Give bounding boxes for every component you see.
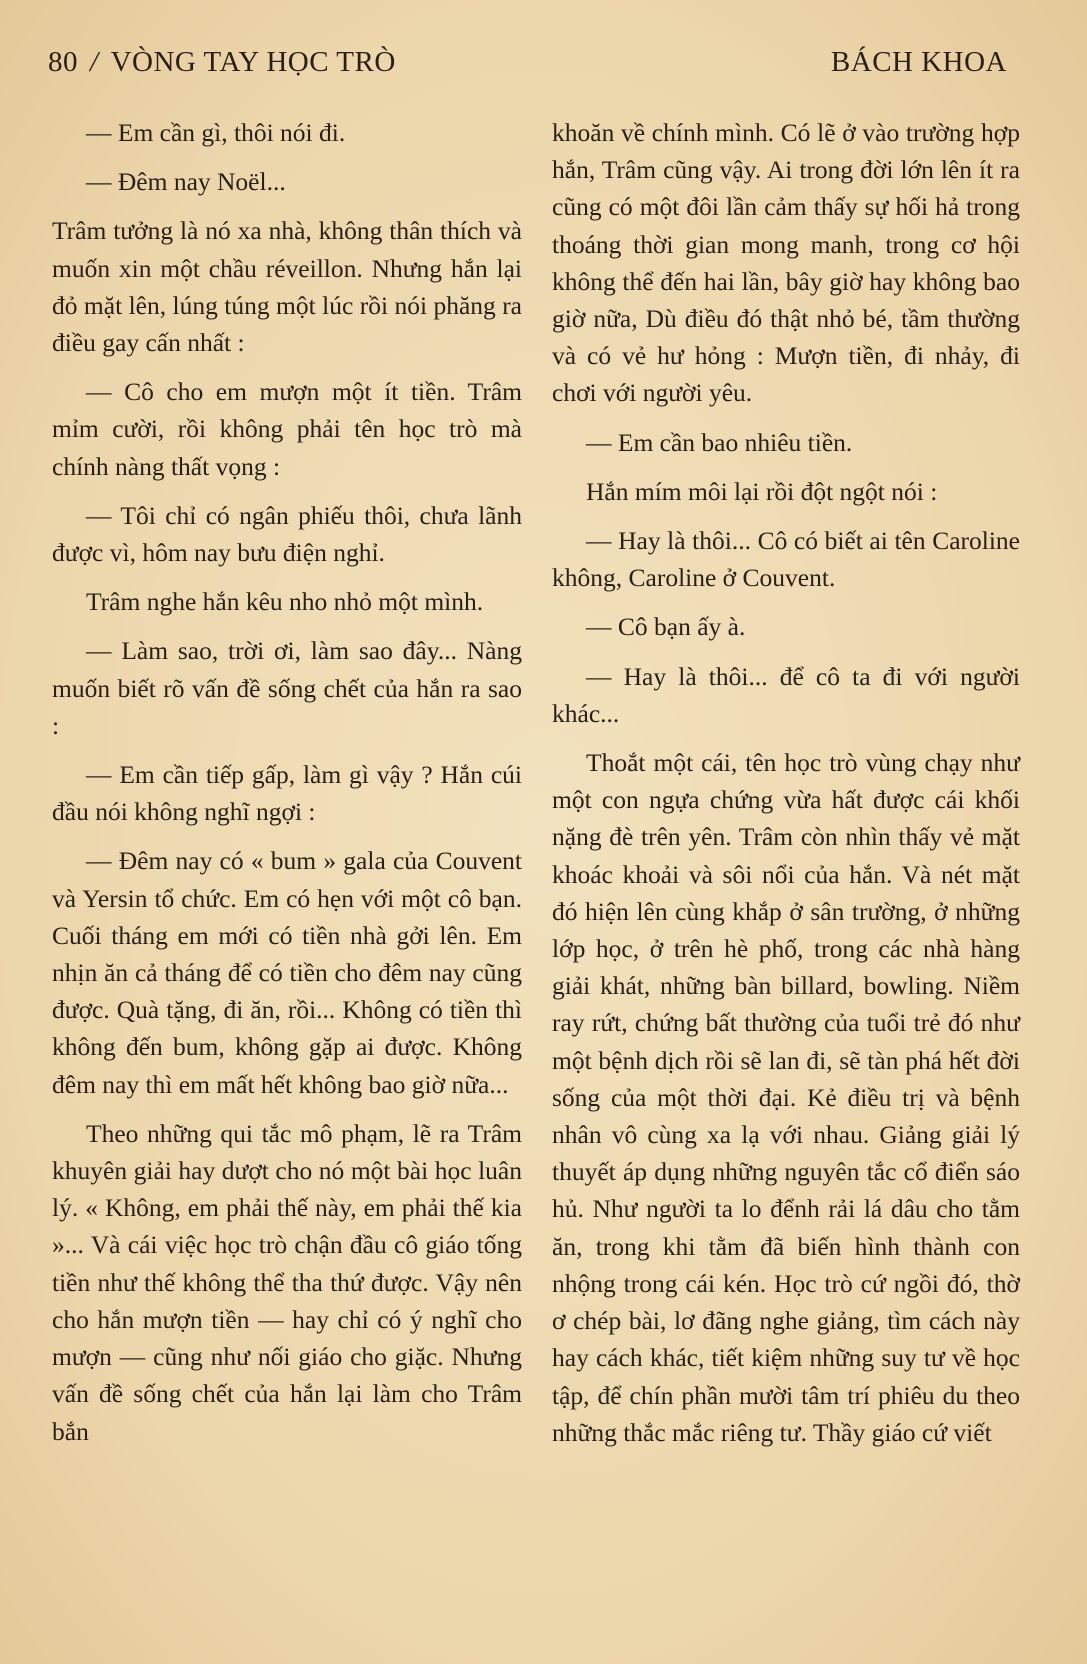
paragraph: — Em cần tiếp gấp, làm gì vậy ? Hắn cúi đầu nói không nghĩ ngợi : [52, 760, 522, 827]
page-header [48, 46, 1007, 88]
paragraph: — Tôi chỉ có ngân phiếu thôi, chưa lãnh được vì, hôm nay bưu điện nghỉ. [52, 500, 522, 568]
magazine-name: BÁCH KHOA [830, 46, 1007, 78]
paragraph: Trâm tưởng là nó xa nhà, không thân thích và muốn xin một chầu réveillon. Nhưng hắn lại đỏ mặt lên, lúng túng một lúc rồi nói phăng ra điều gay cấn nhất : [52, 216, 522, 358]
paragraph: — Em cần gì, thôi nói đi. [86, 118, 346, 147]
paragraph: — Đêm nay Noël... [86, 167, 286, 197]
paragraph: — Cô cho em mượn một ít tiền. Trâm mỉm cười, rồi không phải tên học trò mà chính nàng thất vọng : [52, 377, 522, 481]
paragraph: — Cô bạn ấy à. [586, 612, 746, 642]
paragraph: khoăn về chính mình. Có lẽ ở vào trường hợp hắn, Trâm cũng vậy. Ai trong đời lớn lên ít ra cũng có một đôi lần cảm thấy sự hối hả trong thoáng thời gian mong manh, trong cơ hội không thể đến hai lần, bây giờ hay không bao giờ nữa, Dù điều đó thật nhỏ bé, tầm thường và có vẻ hư hỏng : Mượn tiền, đi nhảy, đi chơi với người yêu. [552, 118, 1020, 408]
left-column [52, 114, 522, 1450]
paragraph: — Em cần bao nhiêu tiền. [586, 427, 853, 457]
paragraph: — Làm sao, trời ơi, làm sao đây... Nàng muốn biết rõ vấn đề sống chết của hắn ra sao : [52, 636, 522, 740]
paragraph: — Hay là thôi... để cô ta đi với người khác... [552, 661, 1020, 728]
paragraph: Theo những qui tắc mô phạm, lẽ ra Trâm khuyên giải hay dượt cho nó một bài học luân lý. « Không, em phải thế này, em phải thế kia »... Và cái việc học trò chận đầu cô giáo tống tiền như thế không thể tha thứ được. Vậy nên cho hắn mượn tiền — hay chỉ có ý nghĩ cho mượn — cũng như nối giáo cho giặc. Nhưng vấn đề sống chết của hắn lại làm cho Trâm bắn [52, 1118, 522, 1446]
header-left [48, 46, 396, 79]
paragraph: Thoắt một cái, tên học trò vùng chạy như một con ngựa chứng vừa hất được cái khối nặng đè trên yên. Trâm còn nhìn thấy vẻ mặt khoác khoải và sôi nổi của hắn. Và nét mặt đó hiện lên cùng khắp ở sân trường, ở những lớp học, ở trên hè phố, trong các nhà hàng giải khát, những bàn billard, bowling. Niềm ray rứt, chứng bất thường của tuổi trẻ đó như một bệnh dịch rồi sẽ lan đi, sẽ tàn phá hết đời sống của một thời đại. Kẻ điều trị và bệnh nhân vô cùng xa lạ với nhau. Giảng giải lý thuyết áp dụng những nguyên tắc cổ điển sáo hủ. Như người ta lo đểnh rải lá dâu cho tằm ăn, trong khi tằm đã biến hình thành con nhộng trong cái kén. Học trò cứ ngồi đó, thờ ơ chép bài, lơ đãng nghe giảng, tìm cách này hay cách khác, tiết kiệm những suy tư về học tập, để chín phần mười tâm trí phiêu du theo những thắc mắc riêng tư. Thầy giáo cứ viết [552, 748, 1020, 1447]
header-separator: / [90, 46, 99, 78]
paragraph: — Đêm nay có « bum » gala của Couvent và Yersin tổ chức. Em có hẹn với một cô bạn. Cuối tháng em mới có tiền nhà gởi lên. Em nhịn ăn cả tháng để có tiền cho đêm nay cũng được. Quà tặng, đi ăn, rồi... Không có tiền thì không đến bum, không gặp ai được. Không đêm nay thì em mất hết không bao giờ nữa... [52, 846, 522, 1099]
paragraph: Trâm nghe hắn kêu nho nhỏ một mình. [86, 587, 484, 617]
article-title: VÒNG TAY HỌC TRÒ [110, 46, 396, 78]
paragraph: — Hay là thôi... Cô có biết ai tên Caroline không, Caroline ở Couvent. [552, 526, 1020, 593]
paragraph: Hắn mím môi lại rồi đột ngột nói : [586, 476, 938, 506]
right-column [552, 114, 1020, 1451]
page-number: 80 [48, 46, 78, 78]
